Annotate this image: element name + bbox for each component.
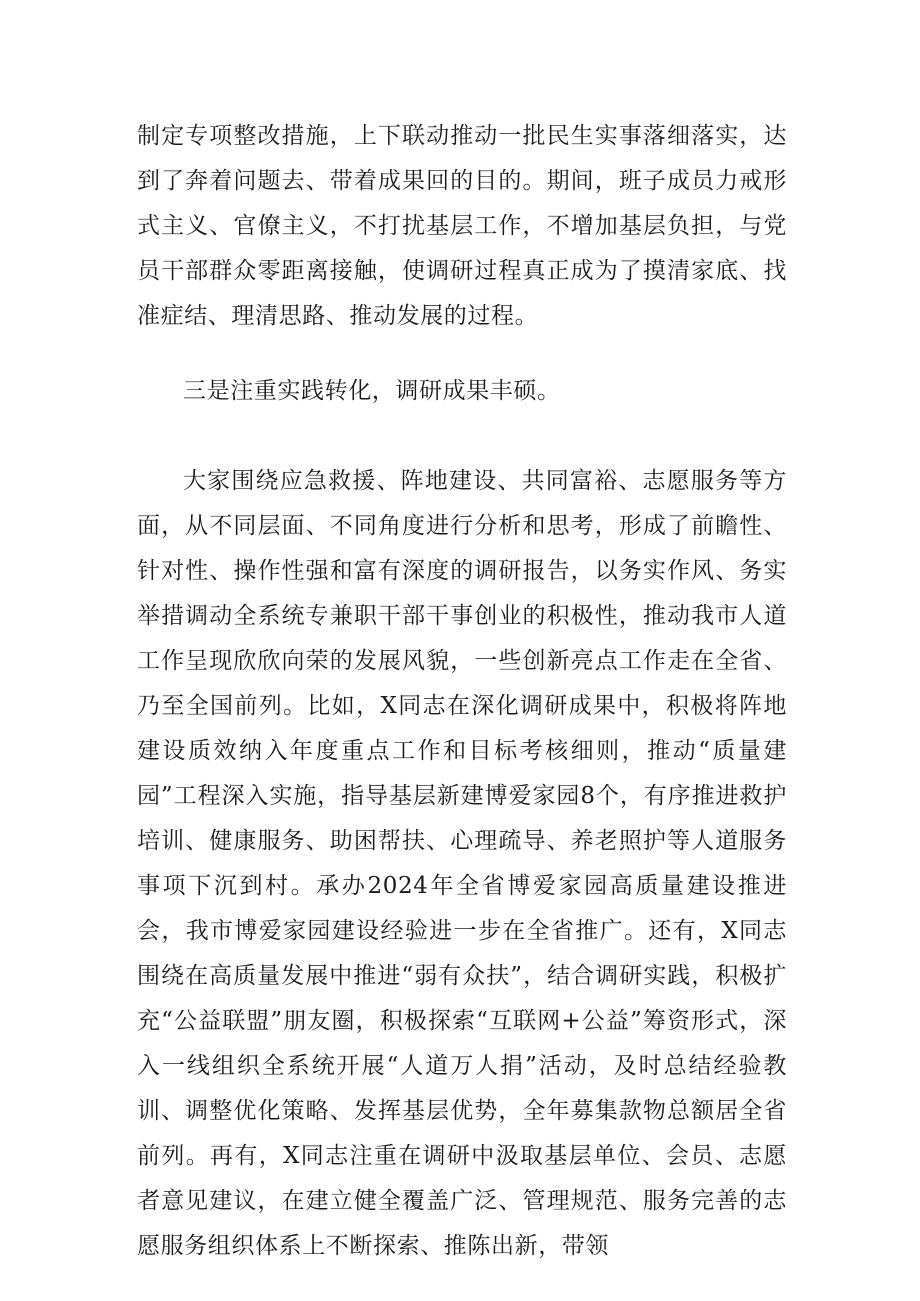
body-paragraph: 制定专项整改措施，上下联动推动一批民生实事落细落实，达到了奔着问题去、带着成果回的目的。期间，班子成员力戒形式主义、官僚主义，不打扰基层工作，不增加基层负担，与党员干部群众零距离接触，使调研过程真正成为了摸清家底、找准症结、理清思路、推动发展的过程。 [137, 123, 787, 329]
body-paragraph: 大家围绕应急救援、阵地建设、共同富裕、志愿服务等方面，从不同层面、不同角度进行分析和思考，形成了前瞻性、针对性、操作性强和富有深度的调研报告，以务实作风、务实举措调动全系统专兼职干部干事创业的积极性，推动我市人道工作呈现欣欣向荣的发展风貌，一些创新亮点工作走在全省、乃至全国前列。比如，X同志在深化调研成果中，积极将阵地建设质效纳入年度重点工作和目标考核细则，推动“质量建园”工程深入实施，指导基层新建博爱家园8个，有序推进救护培训、健康服务、助困帮扶、心理疏导、养老照护等人道服务事项下沉到村。承办2024年全省博爱家园高质量建设推进会，我市博爱家园建设经验进一步在全省推广。还有，X同志围绕在高质量发展中推进“弱有众扶”，结合调研实践，积极扩充“公益联盟”朋友圈，积极探索“互联网+公益”筹资形式，深入一线组织全系统开展“人道万人捐”活动，及时总结经验教训、调整优化策略、发挥基层优势，全年募集款物总额居全省前列。再有，X同志注重在调研中汲取基层单位、会员、志愿者意见建议，在建立健全覆盖广泛、管理规范、服务完善的志愿服务组织体系上不断探索、推陈出新，带领 [137, 468, 787, 1259]
section-heading: 三是注重实践转化，调研成果丰硕。 [183, 378, 561, 404]
